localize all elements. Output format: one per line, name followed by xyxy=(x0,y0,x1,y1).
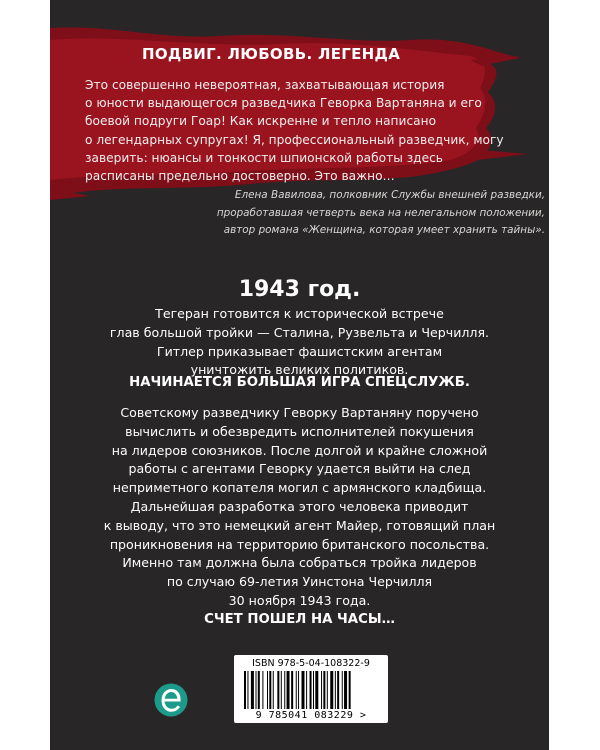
intro-quote xyxy=(85,76,515,185)
barcode-label xyxy=(234,655,388,723)
synopsis-line: Дальнейшая разработка этого человека приводит xyxy=(130,498,469,514)
quote-signature xyxy=(150,187,545,240)
publisher-logo-icon xyxy=(154,683,188,717)
synopsis-line: Советскому разведчику Геворку Вартаняну поручено xyxy=(120,405,479,420)
signature-line: Елена Вавилова, полковник Службы внешней разведки, xyxy=(234,189,545,201)
synopsis-paragraph-1 xyxy=(50,305,549,380)
signature-line: проработавшая четверть века на нелегальном положении, xyxy=(216,206,545,219)
intro-line: боевой подруги Гоар! Как искренне и тепло написано xyxy=(85,114,437,129)
intro-line: о легендарных супругах! Я, профессиональный разведчик, могу xyxy=(85,132,504,147)
book-back-cover xyxy=(50,0,549,750)
synopsis-line: работы с агентами Геворку удается выйти на след xyxy=(128,461,471,477)
year-heading: 1943 год. xyxy=(238,277,361,302)
synopsis-line: вычислить и обезвредить исполнителей покушения xyxy=(125,423,474,439)
cover-heading: ПОДВИГ. ЛЮБОВЬ. ЛЕГЕНДА xyxy=(142,45,401,63)
synopsis-line: к выводу, что это немецкий агент Майер, готовящий план xyxy=(103,517,496,533)
synopsis-line: 30 ноября 1943 года. xyxy=(228,592,371,608)
synopsis-line: на лидеров союзников. После долгой и крайне сложной xyxy=(111,442,488,458)
barcode-icon xyxy=(244,671,378,709)
synopsis-line: уничтожить великих политиков. xyxy=(190,362,409,378)
synopsis-line: по случаю 69-летия Уинстона Черчилля xyxy=(166,574,433,590)
intro-line: о юности выдающегося разведчика Геворка Вартаняна и его xyxy=(85,96,482,111)
isbn-text: ISBN 978-5-04-108322-9 xyxy=(252,658,370,669)
synopsis-paragraph-2 xyxy=(50,404,549,611)
synopsis-line: Именно там должна была собраться тройка лидеров xyxy=(122,555,477,571)
synopsis-line: Гитлер приказывает фашистским агентам xyxy=(156,343,443,359)
barcode-number: 9 785041 083229 > xyxy=(255,710,367,721)
intro-line: расписаны предельно достоверно. Это важно… xyxy=(85,169,395,184)
signature-line: автор романа «Женщина, которая умеет хранить тайны». xyxy=(223,224,545,236)
page-margin-left xyxy=(0,0,50,750)
synopsis-line: Тегеран готовится к исторической встрече xyxy=(155,306,444,321)
synopsis-line: проникновения на территорию британского посольства. xyxy=(109,536,490,552)
intro-line: Это совершенно невероятная, захватывающая история xyxy=(85,78,445,92)
intro-line: заверить: нюансы и тонкости шпионской работы здесь xyxy=(85,150,443,165)
synopsis-line: глав большой тройки — Сталина, Рузвельта и Черчилля. xyxy=(109,324,490,340)
synopsis-line: неприметного копателя могил с армянского кладбища. xyxy=(112,480,487,496)
page-margin-right xyxy=(549,0,600,750)
tagline-1: НАЧИНАЕТСЯ БОЛЬШАЯ ИГРА СПЕЦСЛУЖБ. xyxy=(129,375,470,390)
tagline-2: СЧЕТ ПОШЕЛ НА ЧАСЫ… xyxy=(204,612,395,627)
